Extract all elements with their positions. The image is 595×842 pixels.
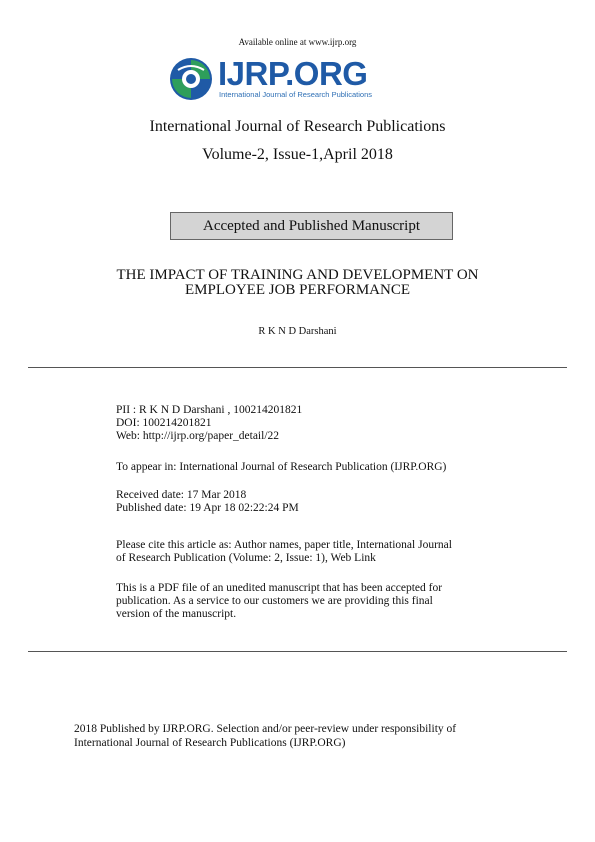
article-title-line-1: THE IMPACT OF TRAINING AND DEVELOPMENT ON: [116, 267, 479, 283]
doi-line: DOI: 100214201821: [116, 417, 212, 429]
citation-line-2: of Research Publication (Volume: 2, Issue: 1), Web Link: [116, 552, 376, 564]
ijrp-logo: [168, 56, 408, 102]
note-line-2: publication. As a service to our customers we are providing this final: [116, 595, 433, 607]
footer-note: [74, 723, 554, 750]
article-title-line-2: EMPLOYEE JOB PERFORMANCE: [184, 282, 411, 298]
footer-line-1: 2018 Published by IJRP.ORG. Selection and/or peer-review under responsibility of: [74, 723, 457, 735]
accepted-manuscript-badge: Accepted and Published Manuscript: [170, 212, 453, 240]
note-line-3: version of the manuscript.: [116, 608, 237, 620]
divider-bottom: [28, 651, 567, 652]
journal-name: International Journal of Research Publications: [149, 118, 446, 135]
article-title: [0, 268, 595, 298]
dates-block: [116, 489, 546, 515]
citation-line-1: Please cite this article as: Author names, paper title, International Journal: [116, 539, 452, 551]
logo-brand-text: IJRP.ORG: [218, 55, 368, 92]
available-online-text: Available online at www.ijrp.org: [238, 37, 357, 47]
footer-line-2: International Journal of Research Publications (IJRP.ORG): [74, 736, 346, 749]
ijrp-swirl-logo-icon: [168, 56, 214, 102]
to-appear-line: To appear in: International Journal of Research Publication (IJRP.ORG): [116, 461, 447, 473]
manuscript-note: [116, 582, 546, 621]
divider-top: [28, 367, 567, 368]
logo-tagline-text: International Journal of Research Publications: [219, 90, 373, 99]
volume-issue: Volume-2, Issue-1,April 2018: [202, 146, 393, 163]
published-date: Published date: 19 Apr 18 02:22:24 PM: [116, 502, 299, 514]
article-author: R K N D Darshani: [258, 326, 337, 337]
web-link[interactable]: Web: http://ijrp.org/paper_detail/22: [116, 430, 280, 442]
pii-line: PII : R K N D Darshani , 100214201821: [116, 404, 303, 416]
received-date: Received date: 17 Mar 2018: [116, 489, 247, 501]
citation-note: [116, 539, 546, 565]
note-line-1: This is a PDF file of an unedited manuscript that has been accepted for: [116, 582, 443, 594]
identifier-block: [116, 404, 546, 443]
